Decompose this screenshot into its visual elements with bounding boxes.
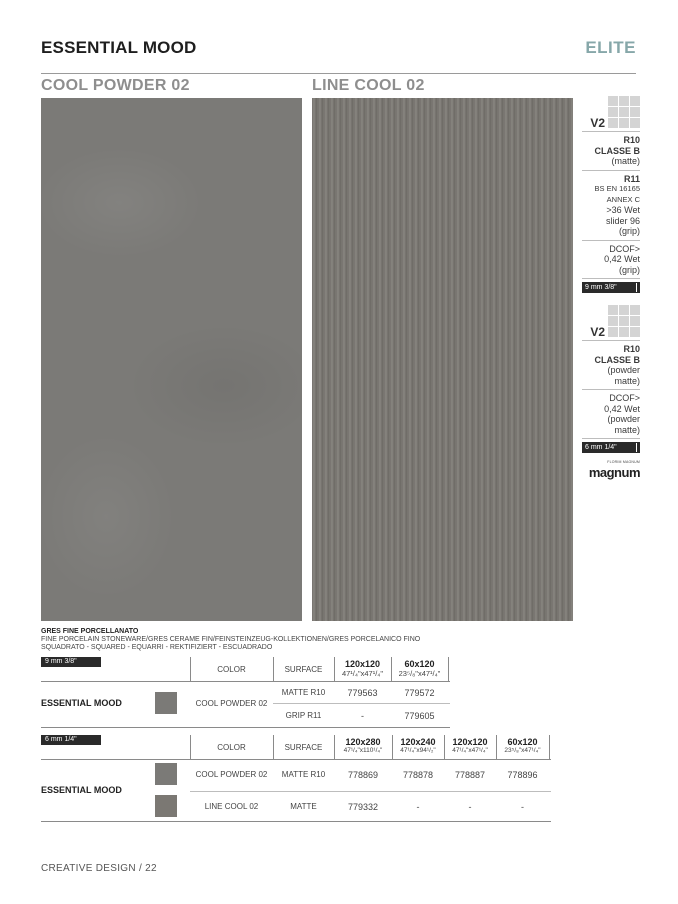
dcof2-line-4: matte) — [614, 424, 640, 435]
table1-row2-v2: 779605 — [404, 711, 435, 721]
finish-label-2a: (powder — [607, 365, 640, 375]
v2-label: V2 — [590, 115, 605, 130]
variation-grid-icon — [608, 96, 640, 128]
table2-size-3: 120x120 47¹/₄"x47¹/₄" — [452, 737, 488, 754]
table2-row2-v1: 779332 — [347, 802, 379, 812]
table1-col-surface: SURFACE — [284, 665, 323, 674]
product-title-line-cool: LINE COOL 02 — [312, 77, 425, 94]
table1-size-2: 60x120 23⁵/₈"x47¹/₄" — [398, 659, 441, 678]
r10-label-2: R10 — [623, 344, 640, 354]
table2-thickness-tag: 6 mm 1/4" — [41, 735, 101, 745]
classe-label: CLASSE B — [594, 145, 640, 156]
table2-row2-color: LINE COOL 02 — [204, 802, 259, 811]
table1-row2-v1: - — [361, 711, 364, 721]
swatch-line-cool-02 — [312, 98, 573, 621]
table1-series: ESSENTIAL MOOD — [41, 698, 122, 708]
table2-size-4: 60x120 23⁵/₈"x47¹/₄" — [504, 737, 541, 754]
bs-line-3: >36 Wet — [606, 205, 640, 215]
table2-row2-v4: - — [521, 802, 524, 812]
table2-row1-v4: 778896 — [507, 770, 538, 780]
table2-row2-v2: - — [416, 802, 420, 812]
table2-row2-v3: - — [468, 802, 472, 812]
side-info-top — [582, 96, 640, 293]
table2-row1-swatch — [155, 763, 177, 785]
table1-size-1: 120x120 47¹/₄"x47¹/₄" — [341, 659, 384, 678]
collection-title: ELITE — [585, 38, 636, 57]
r11-label: R11 — [623, 173, 640, 184]
page-footer: CREATIVE DESIGN / 22 — [41, 863, 157, 874]
bs-line-4: slider 96 — [605, 215, 640, 226]
r10-label: R10 — [623, 135, 640, 145]
magnum-logo: FLORIM MAGNUM magnum — [588, 460, 640, 480]
table2-row2-swatch — [155, 795, 177, 817]
table1-row1-v1: 779563 — [347, 688, 378, 698]
table2-row1-v3: 778887 — [454, 770, 486, 780]
bs-line-1: BS EN 16165 — [594, 184, 640, 193]
spec-line-2: SQUADRATO - SQUARED - EQUARRI - REKTIFIZIERT - ESCUADRADO — [41, 644, 273, 651]
table1-color-swatch — [155, 692, 177, 714]
dcof-line-1: DCOF> — [609, 243, 640, 254]
table2-row1-v2: 778878 — [402, 770, 434, 780]
table1-color-name: COOL POWDER 02 — [195, 699, 268, 708]
dcof-line-3: (grip) — [618, 264, 640, 275]
table2-series: ESSENTIAL MOOD — [41, 785, 122, 795]
table1-thickness-tag: 9 mm 3/8" — [41, 657, 101, 667]
variation-grid-icon — [608, 305, 640, 337]
dcof-line-2: 0,42 Wet — [604, 254, 640, 264]
side-info-bottom — [582, 305, 640, 478]
thickness-badge-9mm: 9 mm 3/8" — [582, 282, 640, 293]
dcof2-line-2: 0,42 Wet — [604, 403, 640, 414]
dcof2-line-1: DCOF> — [609, 393, 640, 403]
brand-title: ESSENTIAL MOOD — [41, 38, 197, 57]
header-divider — [41, 73, 636, 74]
bs-line-2: ANNEX C — [606, 194, 640, 204]
table1-row2-surface: GRIP R11 — [285, 711, 322, 720]
spec-heading: GRES FINE PORCELLANATO — [41, 628, 139, 635]
table2-row1-surface: MATTE R10 — [281, 770, 326, 779]
dcof2-line-3: (powder — [607, 414, 640, 424]
table1-row1-v2: 779572 — [404, 688, 435, 698]
table2-col-color: COLOR — [217, 743, 246, 752]
classe-label-2: CLASSE B — [594, 354, 640, 365]
table2-row2-surface: MATTE — [290, 802, 317, 811]
v2-label-2: V2 — [590, 324, 605, 339]
table2-row1-color: COOL POWDER 02 — [195, 770, 268, 779]
finish-label-2b: matte) — [614, 375, 640, 386]
table2-size-1: 120x280 47¹/₄"x110¹/₄" — [343, 737, 383, 754]
swatch-cool-powder-02 — [41, 98, 302, 621]
product-title-cool-powder: COOL POWDER 02 — [41, 77, 190, 94]
table2-row1-v1: 778869 — [347, 770, 379, 780]
thickness-arrow-icon — [636, 283, 637, 292]
bs-line-5: (grip) — [618, 226, 640, 236]
table2-size-2: 120x240 47¹/₄"x94¹/₂" — [400, 737, 436, 754]
thickness-arrow-icon — [636, 443, 637, 452]
spec-line-1: FINE PORCELAIN STONEWARE/GRES CERAME FIN/FEINSTEINZEUG-KOLLEKTIONEN/GRES PORCELANICO FINO — [41, 636, 421, 643]
table1-col-color: COLOR — [217, 665, 246, 674]
table2-col-surface: SURFACE — [284, 743, 323, 752]
table1-row1-surface: MATTE R10 — [281, 688, 326, 697]
thickness-badge-6mm: 6 mm 1/4" — [582, 442, 640, 453]
finish-label: (matte) — [611, 156, 640, 166]
